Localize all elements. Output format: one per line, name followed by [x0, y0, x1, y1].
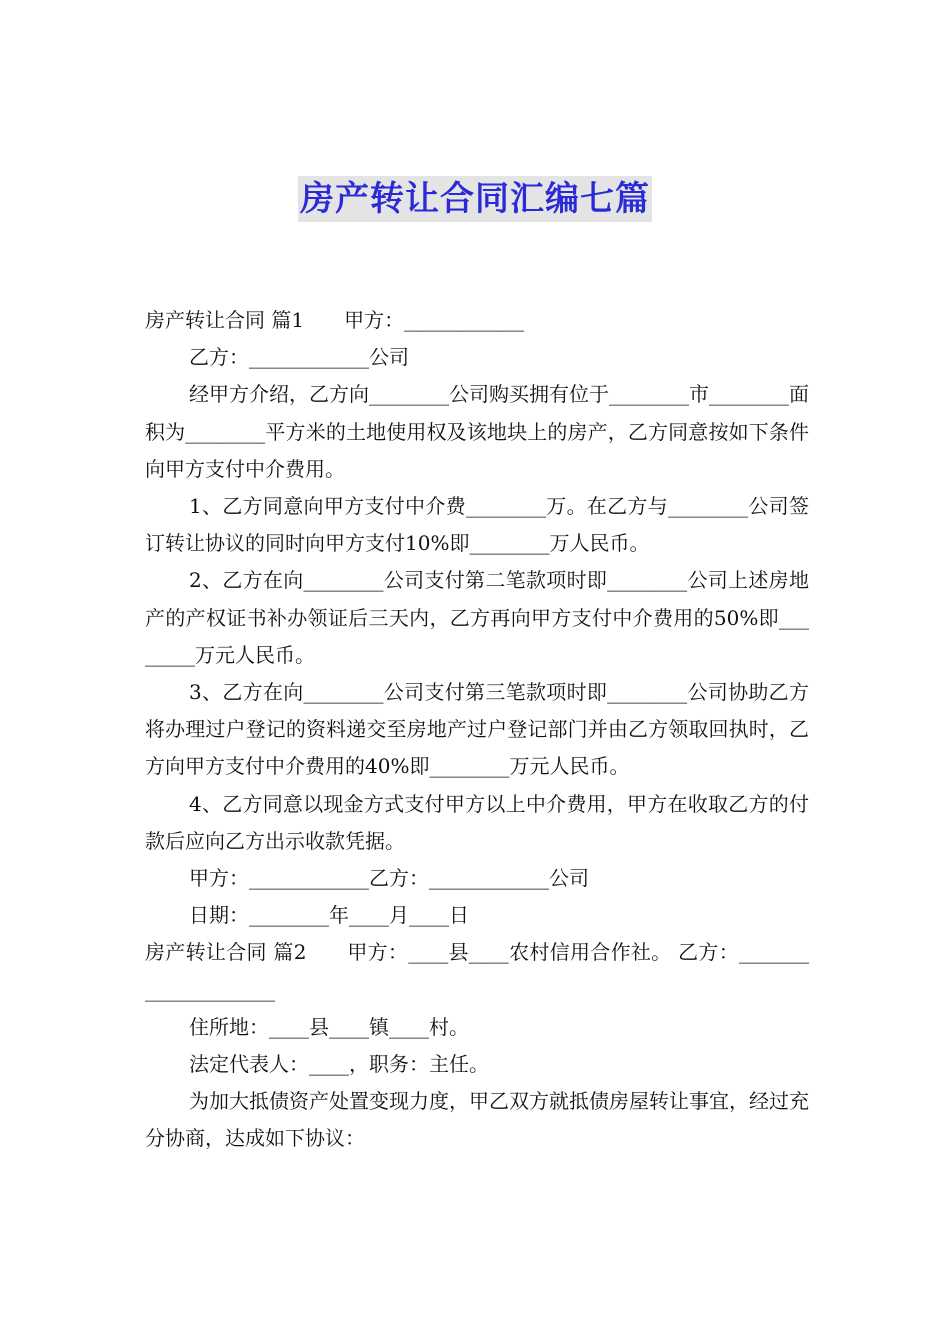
paragraph-13: 为加大抵债资产处置变现力度，甲乙双方就抵债房屋转让事宜，经过充分协商，达成如下协议： — [145, 1089, 809, 1151]
title-wrap — [0, 176, 950, 222]
paragraph-10: 房产转让合同 篇2 甲方：____县____农村信用合作社。 乙方：____________________ — [145, 940, 809, 1002]
paragraph-6: 3、乙方在向________公司支付第三笔款项时即________公司协助乙方将办理过户登记的资料递交至房地产过户登记部门并由乙方领取回执时，乙方向甲方支付中介费用的40%即________万元人民币。 — [145, 680, 809, 779]
document-title: 房产转让合同汇编七篇 — [298, 176, 652, 222]
paragraph-5: 2、乙方在向________公司支付第二笔款项时即________公司上述房地产的产权证书补办领证后三天内，乙方再向甲方支付中介费用的50%即________万元人民币。 — [145, 568, 809, 667]
paragraph-4: 1、乙方同意向甲方支付中介费________万。在乙方与________公司签订转让协议的同时向甲方支付10%即________万人民币。 — [145, 494, 809, 556]
paragraph-9: 日期：________年____月____日 — [189, 903, 469, 928]
paragraph-3: 经甲方介绍，乙方向________公司购买拥有位于________市________面积为________平方米的土地使用权及该地块上的房产，乙方同意按如下条件向甲方支付中介费用。 — [145, 382, 809, 481]
document-body — [145, 302, 809, 1158]
paragraph-1: 房产转让合同 篇1 甲方：____________ — [145, 308, 525, 332]
paragraph-12: 法定代表人：____，职务：主任。 — [189, 1052, 489, 1077]
paragraph-7: 4、乙方同意以现金方式支付甲方以上中介费用，甲方在收取乙方的付款后应向乙方出示收款凭据。 — [145, 791, 809, 853]
paragraph-11: 住所地：____县____镇____村。 — [189, 1014, 469, 1039]
paragraph-2: 乙方：____________公司 — [189, 345, 409, 370]
paragraph-8: 甲方：____________乙方：____________公司 — [189, 866, 589, 891]
